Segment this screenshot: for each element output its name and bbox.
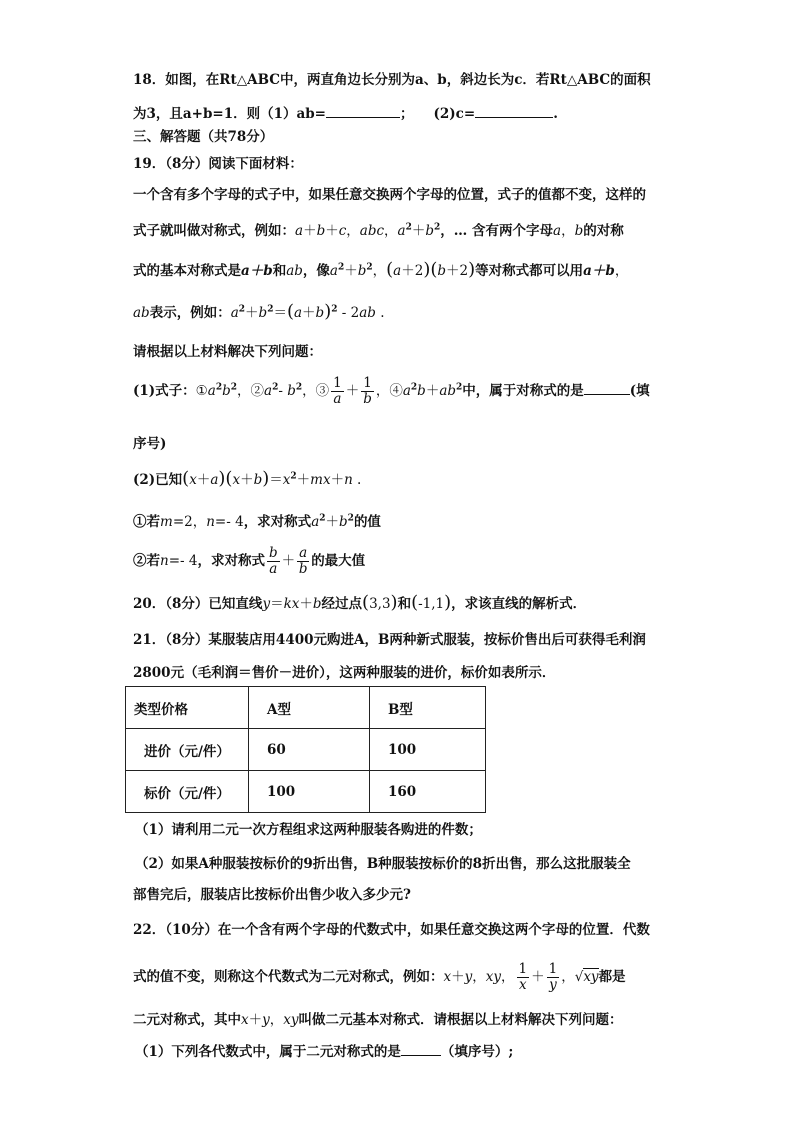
- q18-text: 为3，且a+b=1．则（1）ab=: [133, 106, 326, 122]
- q18-c-answer-blank[interactable]: [475, 104, 553, 118]
- q19-sub2b-end: 的最大值: [311, 553, 366, 569]
- table-row: [126, 729, 486, 771]
- q19-sub1-end: 中，属于对称式的是: [462, 383, 584, 399]
- q19-sub2b: ②若n=- 4，求对称式 $\frac{b}{a}$ ＋ $\frac{a}{b}$ 的最大值: [133, 545, 366, 577]
- q18-line1: 18．如图，在Rt△ABC中，两直角边长分别为a、b，斜边长为c．若Rt△ABC的面积: [133, 72, 651, 88]
- q19-para4: ab表示，例如：$a^2+b^2=(a+b)^2 - 2ab$ .: [133, 301, 385, 322]
- table-header-cell: B型: [370, 687, 486, 729]
- q19-para3-text: 式的基本对称式是: [133, 263, 241, 279]
- q19-para2: 式子就叫做对称式，例如：a＋b＋c，abc，$a^2+b^2$，… 含有两个字母a，b的对称: [133, 222, 624, 239]
- q22-line2-text: 式的值不变，则称这个代数式为二元对称式，例如：: [133, 969, 444, 985]
- q19-sub1-answer-blank[interactable]: [584, 381, 630, 395]
- table-cell: 100: [370, 729, 486, 771]
- q19-sub2b-mid: ，求对称式: [197, 553, 265, 569]
- table-cell: 60: [249, 729, 370, 771]
- q19-sub1: (1)式子：$①a^2b^2$，$②a^2-$ $b^2$，③ $\frac{1}{a}$ ＋ $\frac{1}{b}$ ，$④a^2b+ab^2$中，属于对称式的是 (填: [133, 375, 650, 407]
- q19-sub2b-text: ②若: [133, 553, 160, 569]
- q18-line2: [133, 102, 558, 122]
- q22-line2: 式的值不变，则称这个代数式为二元对称式，例如：x＋y，xy， $\frac{1}{x}$ ＋ $\frac{1}{y}$ ，√xy都是: [133, 961, 626, 993]
- q22-sub1-answer-blank[interactable]: [401, 1042, 441, 1056]
- q22-line1: 22．（10分）在一个含有两个字母的代数式中，如果任意交换这两个字母的位置．代数: [133, 922, 650, 938]
- formula-a2-plus-b2: a: [397, 223, 406, 239]
- q19-sub2a-end: 的值: [353, 514, 381, 530]
- q19-para3-end: 等对称式都可以用: [475, 263, 584, 279]
- q19-para2-end: 的对称: [583, 223, 624, 239]
- q19-sub2a-mid: ，求对称式: [243, 514, 312, 530]
- q19-para3: 式的基本对称式是a＋b和ab，像$a^2+b^2$，(a＋2)(b＋2)等对称式都可以用a＋b，: [133, 259, 629, 280]
- q19-sub1-fill: (填: [629, 383, 650, 399]
- q21-line2: 2800元（毛利润＝售价－进价），这两种服装的进价，标价如表所示．: [133, 665, 556, 681]
- q19-para2-more: ，… 含有两个字母: [440, 223, 553, 239]
- q22-sub1: [135, 1040, 513, 1060]
- q19-sub1-continued: 序号): [133, 436, 167, 452]
- q19-sub2: (2)已知$(x+a)(x+b)=x^2+mx+n$ .: [133, 468, 362, 489]
- sqrt-xy: √xy: [574, 969, 599, 985]
- q19-para3-like: ，像: [302, 263, 330, 279]
- q19-sub1-text: (1)式子：: [133, 383, 196, 399]
- price-table: [125, 686, 486, 813]
- q20: 20．（8分）已知直线y＝kx＋b经过点(3,3)和(-1,1)，求该直线的解析式．: [133, 592, 587, 613]
- q18-c-label: (2)c=: [433, 106, 476, 122]
- fraction-1-over-y: $\frac{1}{y}$: [548, 961, 558, 993]
- fraction-1-over-a: $\frac{1}{a}$: [333, 375, 342, 407]
- q22-sub1-end: （填序号）;: [440, 1044, 514, 1060]
- q19-sub2-text: (2)已知: [133, 472, 183, 488]
- q20-text1: 20．（8分）已知直线: [133, 596, 263, 612]
- table-cell: 160: [370, 771, 486, 813]
- q19-para3-and: 和: [272, 263, 287, 279]
- q22-line3: 二元对称式，其中x＋y，xy叫做二元基本对称式．请根据以上材料解决下列问题：: [133, 1012, 623, 1028]
- q22-line3-text: 二元对称式，其中: [133, 1012, 241, 1028]
- q19-para2-text: 式子就叫做对称式，例如：: [133, 223, 295, 239]
- q21-line1: 21．（8分）某服装店用4400元购进A，B两种新式服装，按标价售出后可获得毛利润: [133, 632, 646, 648]
- q19-sub2a-text: ①若: [133, 514, 160, 530]
- table-cell: 进价（元/件）: [126, 729, 249, 771]
- q22-line2-end: 都是: [598, 969, 626, 985]
- formula-a-plus-b-plus-c: a: [295, 223, 304, 239]
- q19-para5: 请根据以上材料解决下列问题：: [133, 344, 322, 360]
- q21-sub2-line2: 部售完后，服装店比按标价出售少收入多少元?: [133, 887, 411, 903]
- q20-text2: 经过点: [321, 596, 363, 612]
- fraction-a-over-b: $\frac{a}{b}$: [298, 545, 308, 577]
- q18-period: .: [553, 106, 558, 122]
- table-row: [126, 771, 486, 813]
- q20-text4: ，求该直线的解析式．: [451, 596, 587, 612]
- q21-sub2-line1: （2）如果A种服装按标价的9折出售，B种服装按标价的8折出售，那么这批服装全: [135, 856, 631, 872]
- q19-sub2a: ①若m=2，n=- 4，求对称式$a^2+b^2$的值: [133, 513, 381, 530]
- q19-heading: 19．（8分）阅读下面材料：: [133, 156, 303, 172]
- table-header-row: [126, 687, 486, 729]
- q19-para1: 一个含有多个字母的式子中，如果任意交换两个字母的位置，式子的值都不变，这样的: [133, 187, 646, 203]
- q20-text3: 和: [397, 596, 412, 612]
- q22-sub1-text: （1）下列各代数式中，属于二元对称式的是: [135, 1044, 401, 1060]
- section-3-heading: 三、解答题（共78分）: [133, 129, 274, 145]
- fraction-b-over-a: $\frac{b}{a}$: [268, 545, 278, 577]
- table-cell: 标价（元/件）: [126, 771, 249, 813]
- fraction-1-over-b: $\frac{1}{b}$: [363, 375, 372, 407]
- table-header-cell: A型: [249, 687, 370, 729]
- table-header-cell: 类型价格: [126, 687, 249, 729]
- table-cell: 100: [249, 771, 370, 813]
- q18-ab-answer-blank[interactable]: [326, 104, 400, 118]
- q22-line3-end: 叫做二元基本对称式．请根据以上材料解决下列问题：: [298, 1012, 623, 1028]
- q21-sub1: （1）请利用二元一次方程组求这两种服装各购进的件数；: [135, 822, 482, 838]
- q18-sep: ；: [400, 106, 414, 122]
- fraction-1-over-x: $\frac{1}{x}$: [518, 961, 528, 993]
- q19-para4-text: 表示，例如：: [149, 305, 231, 321]
